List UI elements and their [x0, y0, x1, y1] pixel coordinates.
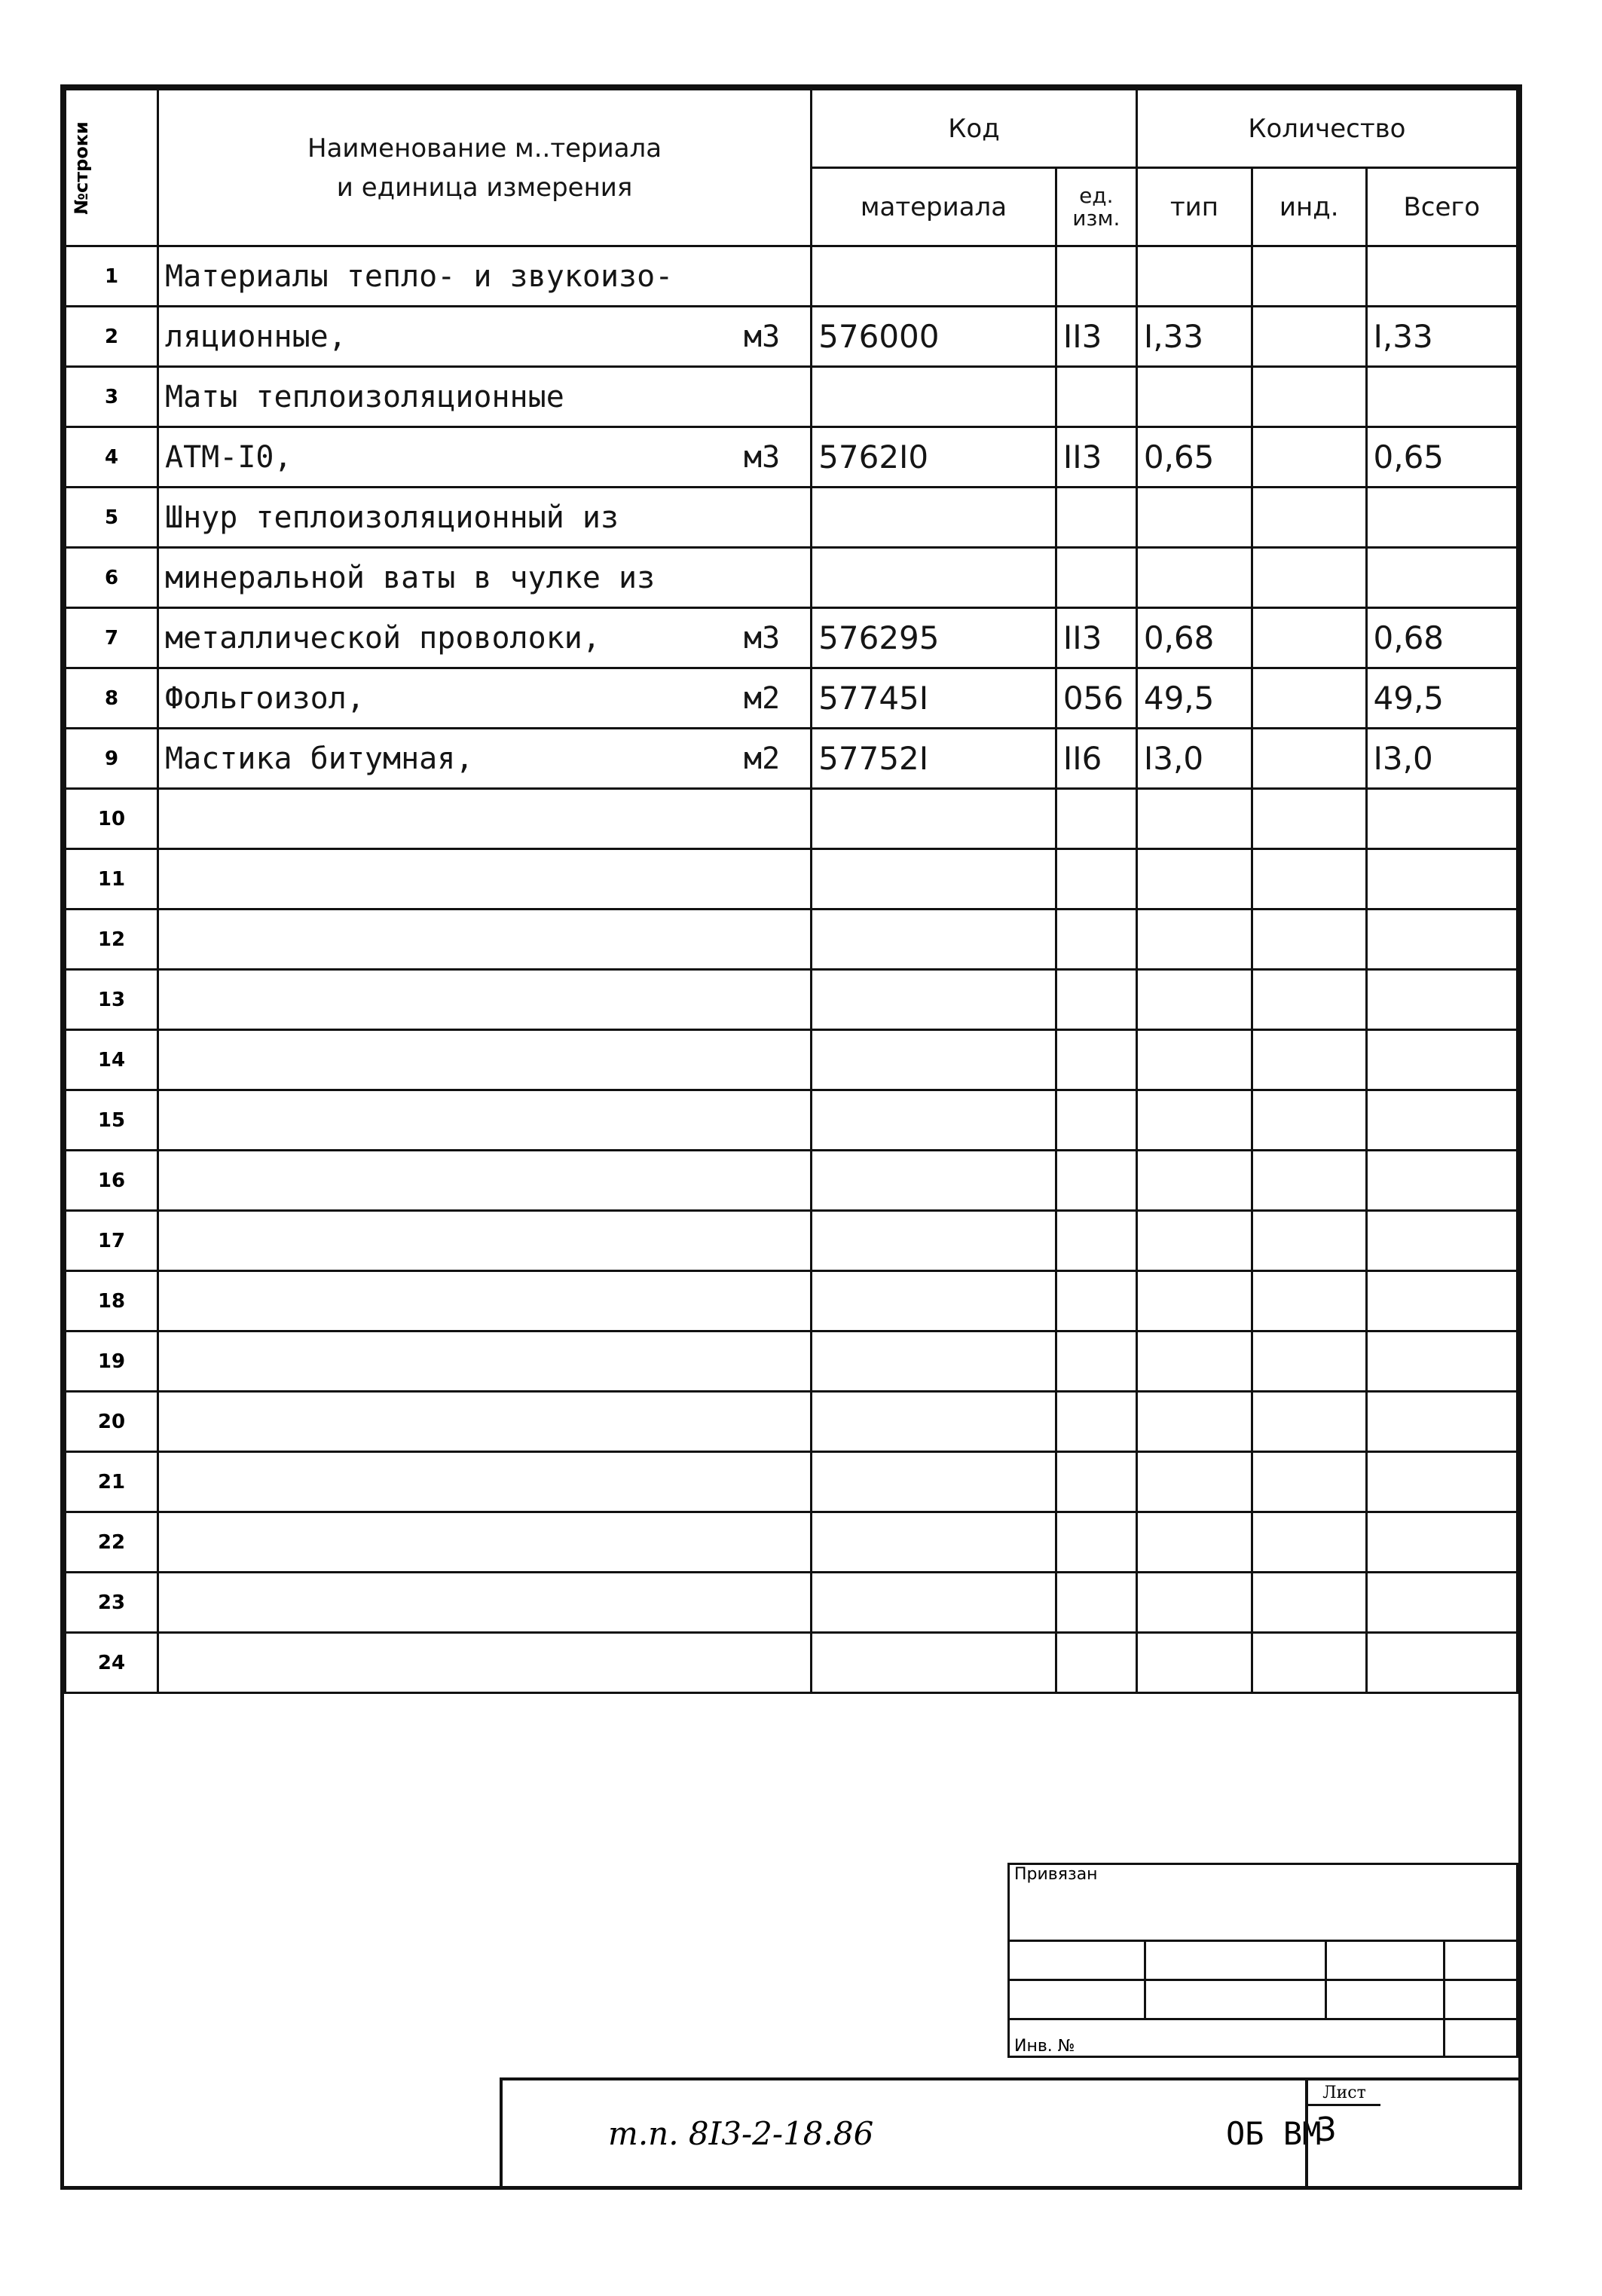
material-name-cell [158, 307, 812, 367]
qty-ind [1252, 1271, 1366, 1331]
material-name-cell [158, 970, 812, 1030]
material-unit: м3 [743, 439, 781, 475]
material-code [812, 970, 1056, 1030]
material-code [812, 1392, 1056, 1452]
row-number: 4 [66, 427, 158, 488]
material-name-cell [158, 1211, 812, 1271]
unit-code [1056, 367, 1136, 427]
material-code [812, 1211, 1056, 1271]
table-row [66, 1573, 1518, 1633]
material-code [812, 1452, 1056, 1512]
unit-code [1056, 789, 1136, 849]
qty-ind [1252, 427, 1366, 488]
qty-ind [1252, 488, 1366, 548]
unit-code [1056, 1331, 1136, 1392]
row-number: 20 [66, 1392, 158, 1452]
material-name-cell [158, 488, 812, 548]
material-name: Фольгоизол, [165, 680, 365, 716]
code-material-header: материала [812, 168, 1056, 246]
unit-code [1056, 548, 1136, 608]
unit-code: 056 [1056, 668, 1136, 729]
table-row [66, 1090, 1518, 1151]
row-number: 15 [66, 1090, 158, 1151]
qty-total [1366, 1090, 1517, 1151]
unit-code [1056, 1633, 1136, 1693]
material-name-cell [158, 668, 812, 729]
qty-ind [1252, 1392, 1366, 1452]
qty-type [1136, 1271, 1252, 1331]
qty-type [1136, 367, 1252, 427]
material-code: 57745I [812, 668, 1056, 729]
row-number: 22 [66, 1512, 158, 1573]
row-number: 3 [66, 367, 158, 427]
row-number: 5 [66, 488, 158, 548]
qty-type [1136, 1392, 1252, 1452]
material-code: 576000 [812, 307, 1056, 367]
table-row [66, 1211, 1518, 1271]
unit-code [1056, 1151, 1136, 1211]
qty-total [1366, 1512, 1517, 1573]
unit-code [1056, 1090, 1136, 1151]
qty-ind [1252, 608, 1366, 668]
material-code [812, 1633, 1056, 1693]
qty-total [1366, 910, 1517, 970]
material-name-cell [158, 548, 812, 608]
material-code [812, 1331, 1056, 1392]
row-number: 7 [66, 608, 158, 668]
qty-type: 49,5 [1136, 668, 1252, 729]
qty-type: I3,0 [1136, 729, 1252, 789]
material-name-cell [158, 910, 812, 970]
sheet-number: 3 [1316, 2111, 1337, 2149]
qty-type [1136, 1331, 1252, 1392]
material-name-cell [158, 789, 812, 849]
qty-total: 0,65 [1366, 427, 1517, 488]
quantity-header: Количество [1136, 90, 1517, 168]
row-number: 14 [66, 1030, 158, 1090]
material-name-cell [158, 1030, 812, 1090]
header-row-1 [66, 90, 1518, 168]
qty-ind [1252, 789, 1366, 849]
unit-code [1056, 970, 1136, 1030]
qty-total [1366, 1633, 1517, 1693]
material-code [812, 1151, 1056, 1211]
table-row [66, 488, 1518, 548]
qty-ind-header: инд. [1252, 168, 1366, 246]
material-name-cell [158, 729, 812, 789]
qty-total [1366, 1331, 1517, 1392]
material-name-cell [158, 246, 812, 307]
qty-type [1136, 548, 1252, 608]
qty-ind [1252, 246, 1366, 307]
qty-ind [1252, 367, 1366, 427]
qty-total [1366, 1392, 1517, 1452]
row-number: 11 [66, 849, 158, 910]
unit-code [1056, 910, 1136, 970]
qty-total [1366, 246, 1517, 307]
material-name-cell [158, 1331, 812, 1392]
table-row [66, 729, 1518, 789]
material-code [812, 488, 1056, 548]
table-row [66, 789, 1518, 849]
material-code [812, 1030, 1056, 1090]
qty-ind [1252, 1030, 1366, 1090]
unit-code [1056, 1452, 1136, 1512]
row-number: 1 [66, 246, 158, 307]
table-row [66, 307, 1518, 367]
unit-code: II3 [1056, 608, 1136, 668]
qty-total [1366, 1271, 1517, 1331]
row-number: 9 [66, 729, 158, 789]
qty-total [1366, 548, 1517, 608]
qty-type [1136, 849, 1252, 910]
qty-type [1136, 1151, 1252, 1211]
material-code [812, 246, 1056, 307]
qty-ind [1252, 1573, 1366, 1633]
material-name-cell [158, 427, 812, 488]
unit-code: II3 [1056, 427, 1136, 488]
qty-ind [1252, 910, 1366, 970]
unit-code [1056, 1030, 1136, 1090]
row-number-header: №строки [66, 90, 158, 246]
row-number: 13 [66, 970, 158, 1030]
qty-type [1136, 1030, 1252, 1090]
document-mark: ОБ ВМ [1226, 2115, 1322, 2152]
material-name: АТМ-I0, [165, 439, 292, 475]
row-number: 19 [66, 1331, 158, 1392]
unit-code [1056, 488, 1136, 548]
qty-type [1136, 1573, 1252, 1633]
table-row [66, 427, 1518, 488]
material-name-cell [158, 1090, 812, 1151]
document-sheet [60, 84, 1522, 2190]
material-name: металлической проволоки, [165, 620, 601, 656]
row-number: 2 [66, 307, 158, 367]
qty-ind [1252, 1211, 1366, 1271]
row-number: 16 [66, 1151, 158, 1211]
table-row [66, 1512, 1518, 1573]
table-row [66, 1633, 1518, 1693]
materials-table [64, 88, 1518, 1694]
qty-total-header: Всего [1366, 168, 1517, 246]
material-unit: м2 [743, 741, 781, 776]
row-number: 12 [66, 910, 158, 970]
title-block [500, 2077, 1522, 2189]
code-unit-header: ед. изм. [1056, 168, 1136, 246]
table-row [66, 1271, 1518, 1331]
material-name-cell [158, 1151, 812, 1211]
row-number: 23 [66, 1573, 158, 1633]
qty-ind [1252, 849, 1366, 910]
qty-total [1366, 970, 1517, 1030]
name-header-line2: и единица измерения [336, 172, 633, 203]
unit-code [1056, 1271, 1136, 1331]
qty-type [1136, 1090, 1252, 1151]
qty-type: 0,68 [1136, 608, 1252, 668]
qty-total [1366, 1211, 1517, 1271]
material-name-cell [158, 1271, 812, 1331]
material-name: минеральной ваты в чулке из [165, 560, 656, 595]
qty-type-header: тип [1136, 168, 1252, 246]
table-row [66, 970, 1518, 1030]
table-row [66, 849, 1518, 910]
material-code [812, 789, 1056, 849]
material-name-cell [158, 849, 812, 910]
qty-ind [1252, 1331, 1366, 1392]
table-row [66, 910, 1518, 970]
table-row [66, 608, 1518, 668]
material-code [812, 1271, 1056, 1331]
qty-ind [1252, 668, 1366, 729]
row-number: 10 [66, 789, 158, 849]
qty-total [1366, 1573, 1517, 1633]
table-row [66, 367, 1518, 427]
qty-type [1136, 488, 1252, 548]
unit-code [1056, 246, 1136, 307]
qty-ind [1252, 1090, 1366, 1151]
qty-type [1136, 970, 1252, 1030]
material-name-cell [158, 1633, 812, 1693]
inv-label: Инв. № [1009, 2019, 1445, 2057]
unit-code [1056, 1392, 1136, 1452]
material-unit: м3 [743, 620, 781, 656]
unit-code [1056, 1573, 1136, 1633]
material-code: 576295 [812, 608, 1056, 668]
material-name-cell [158, 1392, 812, 1452]
material-unit: м3 [743, 319, 781, 354]
qty-total [1366, 1151, 1517, 1211]
row-number: 17 [66, 1211, 158, 1271]
material-code [812, 367, 1056, 427]
bound-label: Привязан [1009, 1864, 1518, 1941]
qty-total: 0,68 [1366, 608, 1517, 668]
qty-total [1366, 789, 1517, 849]
material-code [812, 1573, 1056, 1633]
material-name: Материалы тепло- и звукоизо- [165, 258, 674, 294]
qty-total: I3,0 [1366, 729, 1517, 789]
material-code [812, 548, 1056, 608]
material-name: Мастика битумная, [165, 741, 474, 776]
name-header [158, 90, 812, 246]
qty-ind [1252, 1452, 1366, 1512]
table-row [66, 1030, 1518, 1090]
qty-type [1136, 910, 1252, 970]
row-number: 18 [66, 1271, 158, 1331]
name-header-line1: Наименование м..териала [307, 133, 662, 164]
qty-type [1136, 246, 1252, 307]
material-unit: м2 [743, 680, 781, 716]
material-code: 5762I0 [812, 427, 1056, 488]
qty-type [1136, 1633, 1252, 1693]
unit-code [1056, 849, 1136, 910]
qty-ind [1252, 1512, 1366, 1573]
material-name-cell [158, 367, 812, 427]
qty-type: I,33 [1136, 307, 1252, 367]
table-row [66, 1151, 1518, 1211]
row-number: 24 [66, 1633, 158, 1693]
material-code: 57752I [812, 729, 1056, 789]
unit-code [1056, 1512, 1136, 1573]
row-number: 21 [66, 1452, 158, 1512]
approval-stamp [1007, 1863, 1518, 2058]
qty-type [1136, 789, 1252, 849]
qty-total [1366, 1030, 1517, 1090]
qty-ind [1252, 1151, 1366, 1211]
material-name: Маты теплоизоляционные [165, 379, 564, 414]
qty-total [1366, 1452, 1517, 1512]
qty-ind [1252, 729, 1366, 789]
table-row [66, 668, 1518, 729]
unit-code: II6 [1056, 729, 1136, 789]
material-name-cell [158, 1452, 812, 1512]
qty-ind [1252, 970, 1366, 1030]
table-row [66, 1452, 1518, 1512]
qty-total: 49,5 [1366, 668, 1517, 729]
qty-type [1136, 1452, 1252, 1512]
table-row [66, 1331, 1518, 1392]
sheet-box [1305, 2080, 1380, 2189]
qty-type [1136, 1211, 1252, 1271]
qty-total [1366, 367, 1517, 427]
material-name: Шнур теплоизоляционный из [165, 500, 619, 535]
row-number: 6 [66, 548, 158, 608]
material-code [812, 1090, 1056, 1151]
material-code [812, 1512, 1056, 1573]
material-name-cell [158, 1512, 812, 1573]
qty-ind [1252, 1633, 1366, 1693]
document-code: т.п. 8I3-2-18.86 [608, 2115, 874, 2152]
table-row [66, 1392, 1518, 1452]
unit-code [1056, 1211, 1136, 1271]
material-code [812, 849, 1056, 910]
qty-ind [1252, 548, 1366, 608]
qty-total [1366, 849, 1517, 910]
unit-code: II3 [1056, 307, 1136, 367]
qty-ind [1252, 307, 1366, 367]
sheet-label: Лист [1308, 2080, 1380, 2106]
qty-type [1136, 1512, 1252, 1573]
material-name-cell [158, 608, 812, 668]
table-row [66, 246, 1518, 307]
material-code [812, 910, 1056, 970]
material-name: ляционные, [165, 319, 347, 354]
material-name-cell [158, 1573, 812, 1633]
row-number: 8 [66, 668, 158, 729]
table-row [66, 548, 1518, 608]
qty-total [1366, 488, 1517, 548]
code-header: Код [812, 90, 1137, 168]
qty-type: 0,65 [1136, 427, 1252, 488]
qty-total: I,33 [1366, 307, 1517, 367]
